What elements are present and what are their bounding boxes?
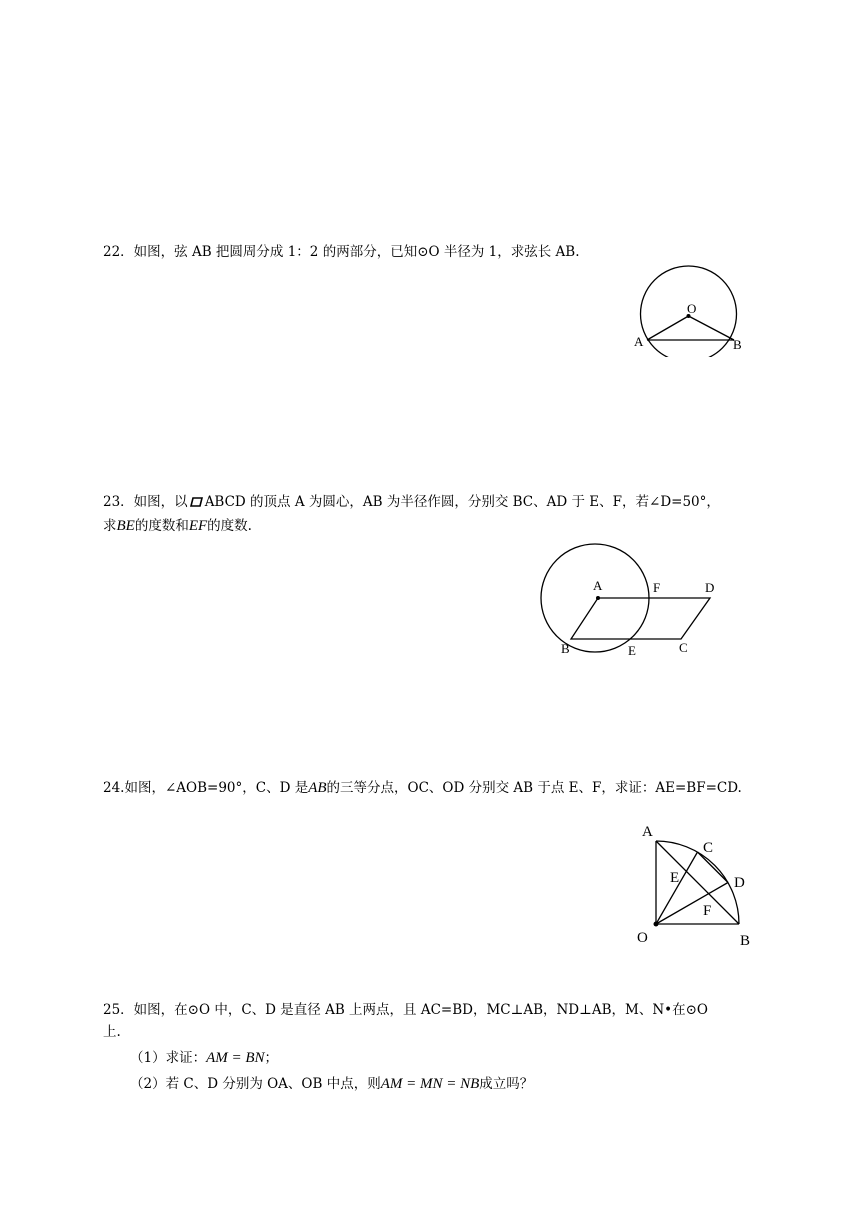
- label-e: E: [628, 643, 636, 658]
- question-22-text: 22．如图，弦 AB 把圆周分成 1：2 的两部分，已知⊙O 半径为 1，求弦长 AB.: [103, 244, 580, 260]
- label-b: B: [733, 337, 742, 352]
- question-25-line-1: 25．如图，在⊙O 中，C、D 是直径 AB 上两点，且 AC=BD，MC⊥AB，ND⊥AB，M、N•在⊙O: [103, 1002, 708, 1018]
- label-f: F: [653, 580, 661, 595]
- question-25-part-1: （1）求证：AM = BN；: [130, 1050, 279, 1066]
- label-d: D: [734, 875, 745, 891]
- question-23-prefix: 23．如图，以: [103, 494, 188, 510]
- equation-am-bn: AM = BN: [206, 1050, 265, 1066]
- label-e: E: [670, 870, 680, 886]
- parallelogram-icon: [190, 497, 203, 507]
- label-a: A: [634, 334, 644, 349]
- question-23-text: ABCD 的顶点 A 为圆心，AB 为半径作圆，分别交 BC、AD 于 E、F，若∠D=50°，: [204, 494, 720, 510]
- label-a: A: [642, 824, 653, 840]
- arc-be: BE: [116, 518, 135, 534]
- label-f: F: [703, 903, 712, 919]
- figure-22-circle-chord: [630, 262, 750, 357]
- equation-am-mn-nb: AM = MN = NB: [380, 1076, 480, 1092]
- question-23-line-2: 求BE的度数和EF的度数.: [103, 518, 252, 534]
- label-b: B: [740, 933, 751, 949]
- figure-24-quarter-circle: [630, 815, 760, 950]
- question-23-line-1: [103, 491, 720, 513]
- label-b: B: [561, 641, 570, 656]
- question-25-part-2: （2）若 C、D 分别为 OA、OB 中点，则AM = MN = NB成立吗？: [130, 1076, 534, 1092]
- figure-23-parallelogram-circle: [540, 540, 730, 662]
- question-25-line-2: 上.: [103, 1024, 121, 1040]
- question-24-text: 24.如图，∠AOB=90°，C、D 是AB的三等分点，OC、OD 分别交 AB 于点 E、F，求证：AE=BF=CD.: [103, 780, 742, 796]
- label-d: D: [705, 580, 715, 595]
- arc-ef: EF: [188, 518, 208, 534]
- label-a: A: [593, 578, 603, 593]
- label-c: C: [679, 640, 688, 655]
- label-o: O: [687, 301, 697, 316]
- label-c: C: [703, 840, 714, 856]
- label-o: O: [637, 930, 648, 946]
- arc-ab: AB: [308, 780, 327, 796]
